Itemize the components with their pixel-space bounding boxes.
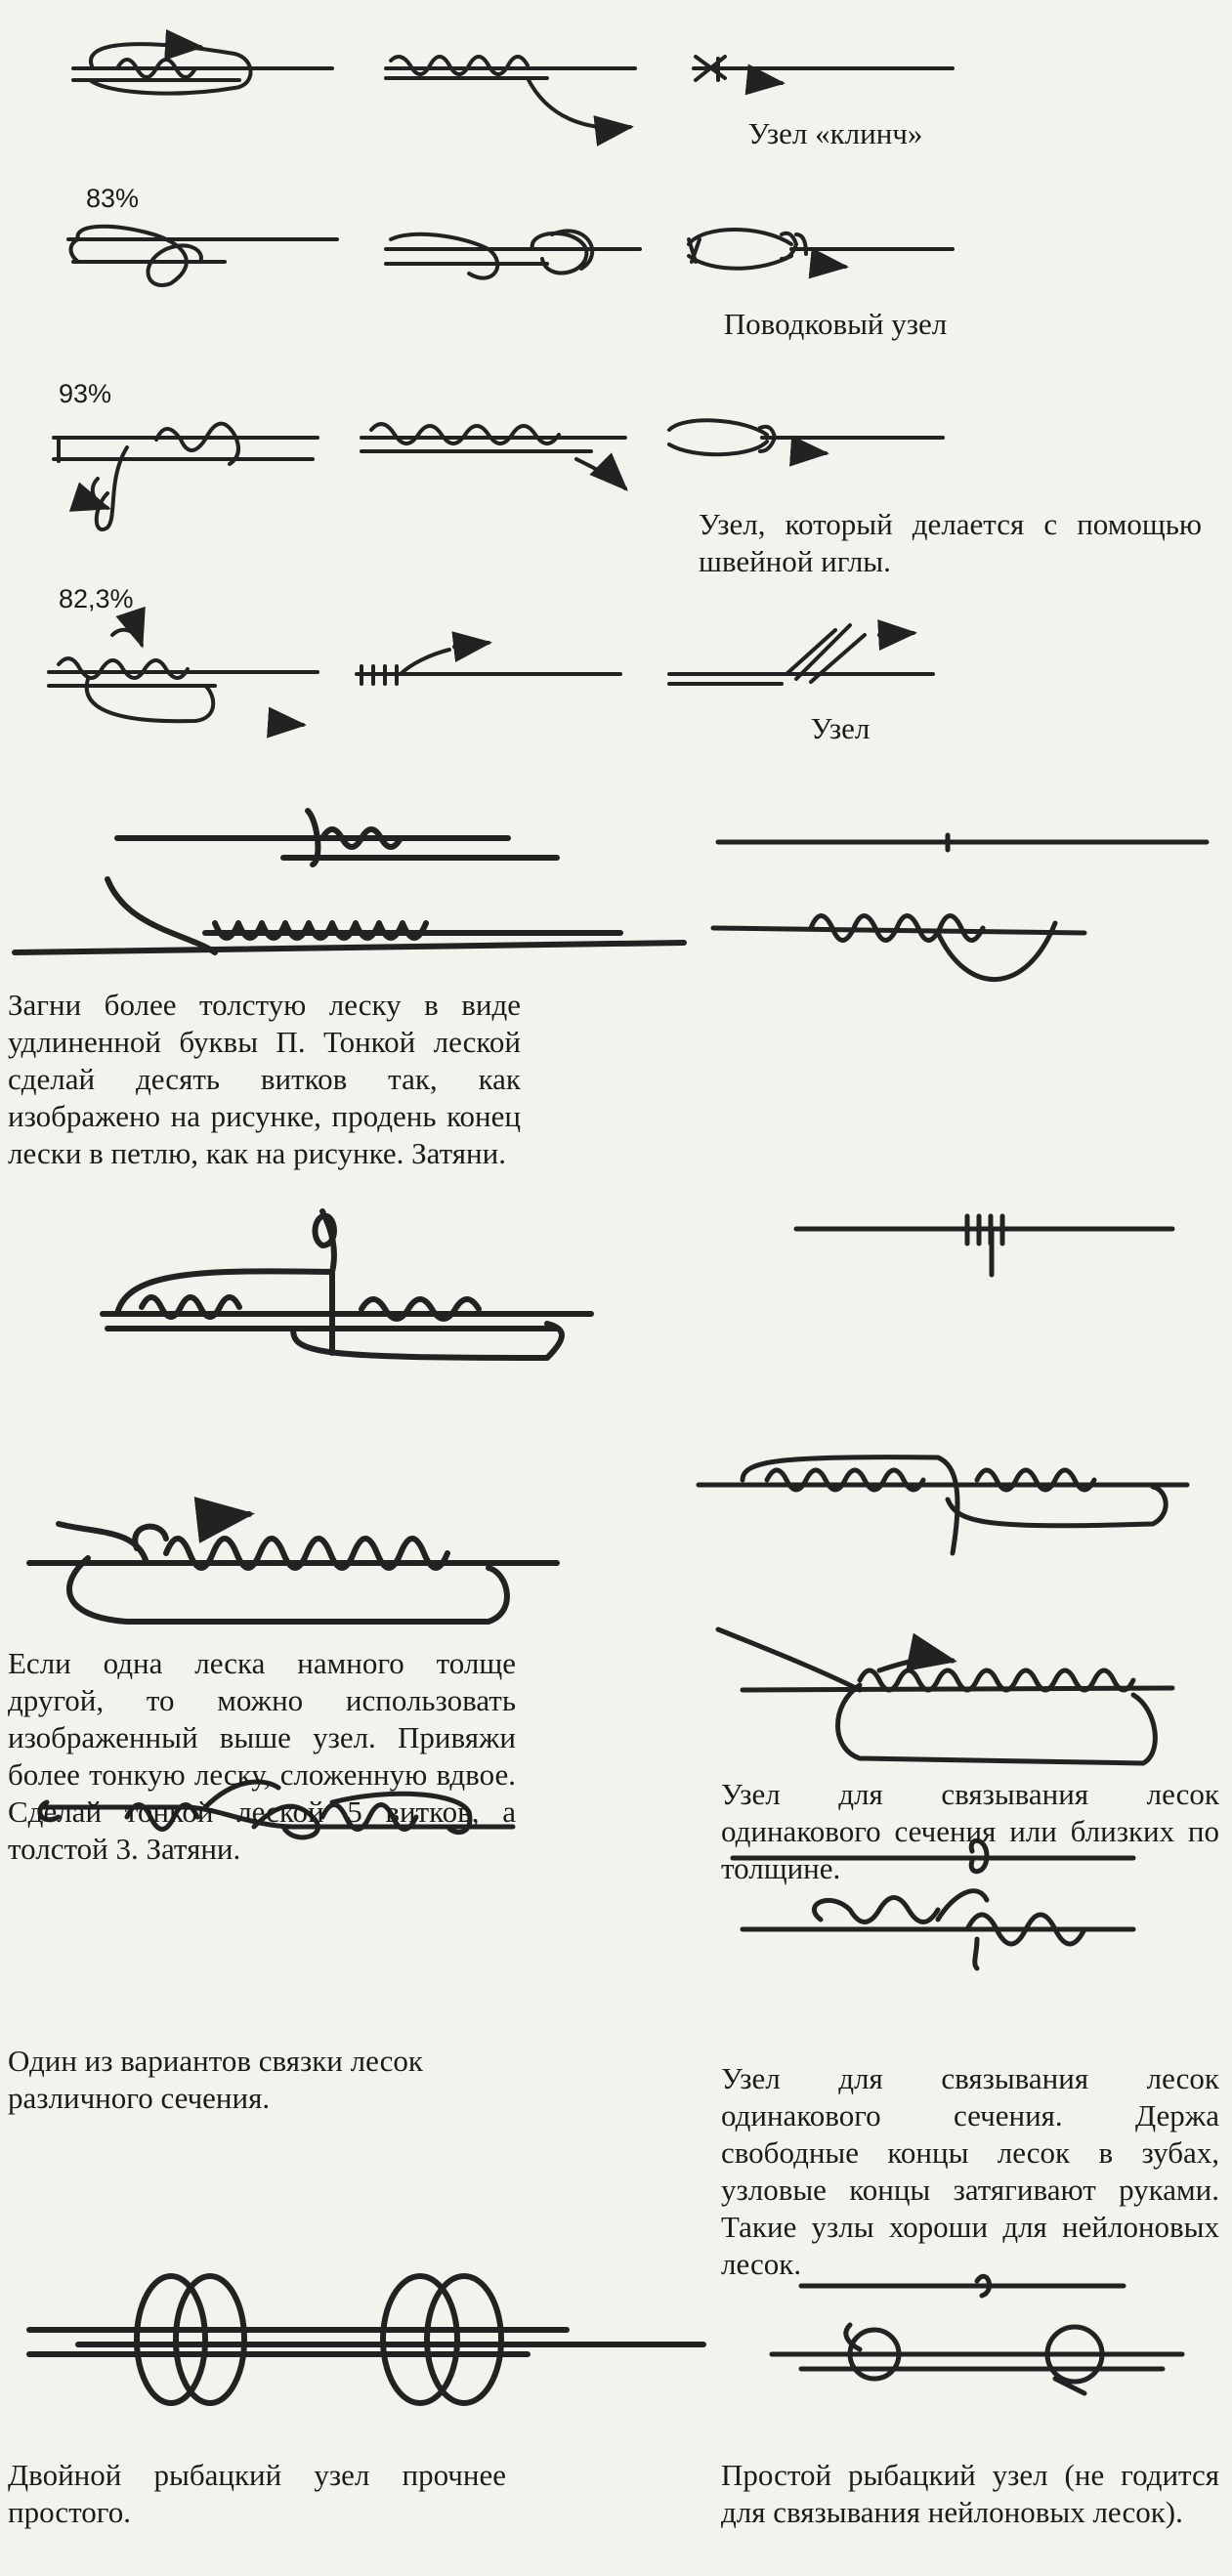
text-same-section-1: Узел для связывания лесок одинакового сечения или близких по толщине. (721, 1777, 1219, 1885)
double-fisherman-knot (29, 2276, 703, 2403)
needle-knot-step-3 (669, 420, 943, 454)
percent-82-3: 82,3% (59, 584, 134, 613)
knot-row4-step-1 (49, 630, 318, 725)
percent-83: 83% (86, 184, 140, 213)
text-variant: Один из вариантов связки лесок различного сечения. (8, 2044, 423, 2115)
large-knot-4-right (718, 1629, 1172, 1763)
percent-93: 93% (59, 379, 112, 408)
text-simple-fisherman: Простой рыбацкий узел (не годится для связывания нейлоновых лесок). (721, 2458, 1219, 2529)
text-same-section-2: Узел для связывания лесок одинакового сечения. Держа свободные концы лесок в зубах, узловые концы затягивают руками. Такие узлы хороши для нейлоновых лесок. (721, 2061, 1219, 2281)
leader-knot-step-3 (689, 230, 953, 269)
caption-knot: Узел (810, 711, 871, 745)
knot-row4-step-3 (669, 625, 933, 684)
caption-needle: Узел, который делается с помощью швейной иглы. (699, 507, 1202, 578)
leader-knot-step-1 (68, 227, 337, 285)
coil-knot-right (743, 1891, 1133, 1968)
text-thick-line: Загни более толстую леску в виде удлиненной буквы П. Тонкой леской сделай десять витков так, как изображено на рисунке, продень конец лески в петлю, как на рисунке. Затяни. (8, 988, 521, 1170)
needle-knot-step-1 (54, 424, 318, 529)
clinch-knot-step-1 (73, 44, 332, 93)
needle-knot-step-2 (361, 424, 625, 488)
caption-clinch: Узел «клинч» (747, 116, 923, 150)
large-knot-3 (29, 1514, 557, 1622)
simple-fisherman-knot (772, 2276, 1182, 2393)
leader-knot-step-2 (386, 231, 640, 277)
knot-row4-step-2 (357, 643, 620, 684)
text-double-fisherman: Двойной рыбацкий узел прочнее простого. (8, 2458, 506, 2529)
large-knot-2 (103, 1211, 591, 1358)
clinch-knot-step-3 (694, 57, 953, 83)
large-knot-3-right (699, 1457, 1187, 1553)
caption-leader: Поводковый узел (723, 307, 948, 341)
large-knot-1 (15, 811, 684, 952)
large-knot-1-right (713, 835, 1207, 980)
clinch-knot-step-2 (386, 57, 635, 128)
text-one-thicker: Если одна леска намного толще другой, то можно использовать изображенный выше узел. Привяжи более тонкую леску, сложенную вдвое. Сделай тонкой леской 5 витков, а толстой 3. Затяни. (8, 1646, 516, 1866)
large-knot-2-right (796, 1216, 1172, 1275)
